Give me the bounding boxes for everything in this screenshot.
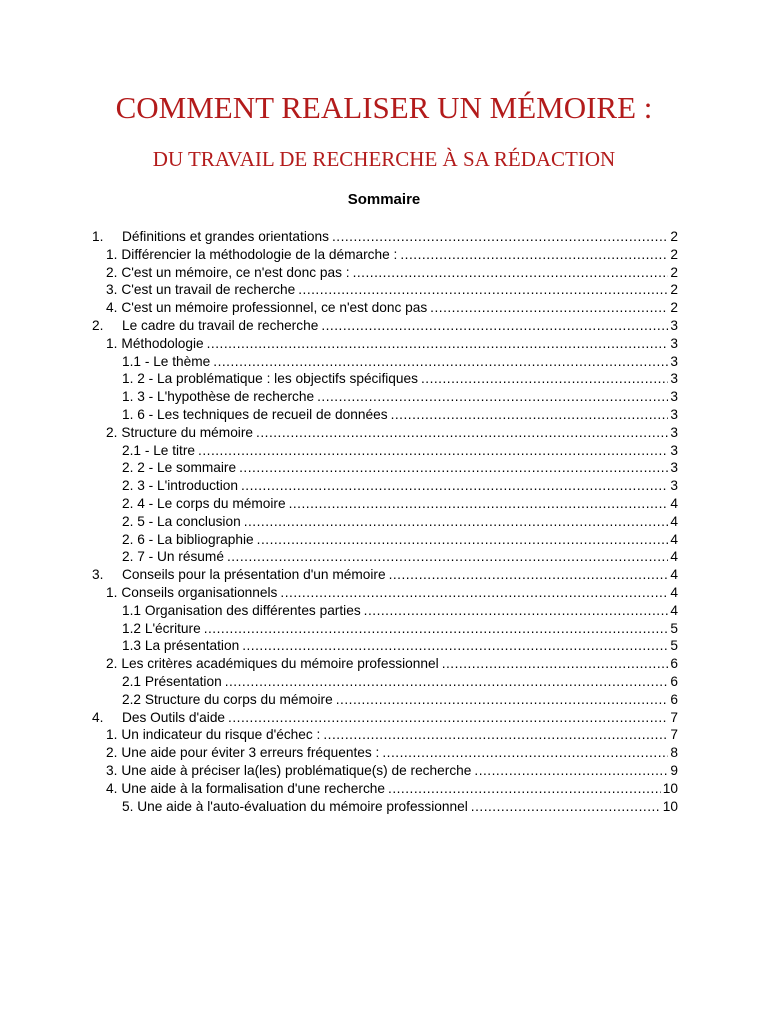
toc-entry-page-number: 2 xyxy=(670,229,678,244)
toc-entry-page-number: 4 xyxy=(670,495,678,511)
toc-entry-label: 2.2 Structure du corps du mémoire xyxy=(122,691,333,707)
toc-entry-number: 1. xyxy=(106,727,118,743)
toc-dot-leader xyxy=(239,459,668,477)
toc-entry-page-number: 3 xyxy=(670,442,678,458)
toc-dot-leader xyxy=(321,317,668,335)
toc-entry-number: 3. xyxy=(92,567,104,583)
toc-dot-leader xyxy=(227,548,668,566)
table-of-contents xyxy=(88,228,678,815)
document-title: COMMENT REALISER UN MÉMOIRE : xyxy=(115,90,653,125)
toc-entry-page-number: 2 xyxy=(670,264,678,280)
toc-entry-number: 2. xyxy=(92,317,104,333)
toc-dot-leader xyxy=(256,424,668,442)
toc-entry-number: 3. xyxy=(106,282,118,298)
toc-entry-label: 1.2 L'écriture xyxy=(122,620,201,636)
toc-entry[interactable] xyxy=(88,406,678,424)
toc-dot-leader xyxy=(474,762,668,780)
toc-entry[interactable] xyxy=(88,673,678,691)
toc-dot-leader xyxy=(242,637,668,655)
toc-dot-leader xyxy=(400,246,668,264)
toc-entry-label: C'est un travail de recherche xyxy=(121,282,296,298)
toc-heading: Sommaire xyxy=(347,191,421,208)
toc-entry-page-number: 10 xyxy=(662,780,678,796)
toc-entry-page-number: 4 xyxy=(670,567,678,583)
toc-entry-label: 1.1 Organisation des différentes parties xyxy=(122,602,361,618)
toc-entry-page-number: 2 xyxy=(670,246,678,262)
toc-dot-leader xyxy=(353,264,669,282)
toc-entry-page-number: 9 xyxy=(670,762,678,778)
toc-entry-label: 1. 6 - Les techniques de recueil de données xyxy=(122,406,388,422)
toc-entry-label: Des Outils d'aide xyxy=(122,709,226,725)
toc-dot-leader xyxy=(421,370,668,388)
toc-dot-leader xyxy=(389,566,669,584)
toc-entry-number: 2. xyxy=(106,264,118,280)
toc-entry[interactable] xyxy=(88,584,678,602)
toc-entry[interactable] xyxy=(88,513,678,531)
toc-entry-label: 5. Une aide à l'auto-évaluation du mémoire professionnel xyxy=(122,798,468,814)
toc-entry-number: 4. xyxy=(106,780,118,796)
toc-entry[interactable] xyxy=(88,566,678,584)
toc-entry-page-number: 6 xyxy=(670,691,678,707)
toc-dot-leader xyxy=(257,531,669,549)
toc-entry[interactable] xyxy=(88,495,678,513)
toc-entry-label: Une aide pour éviter 3 erreurs fréquentes : xyxy=(121,745,380,761)
toc-dot-leader xyxy=(382,744,668,762)
toc-entry-label: 1.1 - Le thème xyxy=(122,353,211,369)
toc-entry-label: 2.1 - Le titre xyxy=(122,442,196,458)
toc-entry[interactable] xyxy=(88,424,678,442)
toc-entry[interactable] xyxy=(88,442,678,460)
toc-entry[interactable] xyxy=(88,370,678,388)
toc-dot-leader xyxy=(213,353,668,371)
toc-entry[interactable] xyxy=(88,353,678,371)
toc-entry-page-number: 6 xyxy=(670,656,678,672)
toc-entry-label: Méthodologie xyxy=(121,335,204,351)
toc-entry-page-number: 3 xyxy=(670,406,678,422)
toc-entry[interactable] xyxy=(88,477,678,495)
toc-entry-label: Conseils pour la présentation d'un mémoire xyxy=(122,567,386,583)
toc-entry-page-number: 3 xyxy=(670,389,678,405)
toc-entry-label: Différencier la méthodologie de la démarche : xyxy=(121,246,398,262)
toc-entry-label: C'est un mémoire, ce n'est donc pas : xyxy=(121,264,350,280)
toc-entry-page-number: 4 xyxy=(670,531,678,547)
toc-entry-label: Une aide à la formalisation d'une recherche xyxy=(121,780,386,796)
toc-entry-page-number: 3 xyxy=(670,460,678,476)
toc-dot-leader xyxy=(280,584,668,602)
toc-entry-page-number: 3 xyxy=(670,317,678,333)
toc-entry-label: Le cadre du travail de recherche xyxy=(122,317,319,333)
toc-entry-number: 4. xyxy=(106,300,118,316)
toc-dot-leader xyxy=(430,299,668,317)
toc-entry-label: 2. 2 - Le sommaire xyxy=(122,460,237,476)
toc-entry-page-number: 7 xyxy=(670,727,678,743)
toc-dot-leader xyxy=(317,388,668,406)
toc-entry-page-number: 2 xyxy=(670,300,678,316)
toc-entry-page-number: 2 xyxy=(670,282,678,298)
toc-entry[interactable] xyxy=(88,620,678,638)
toc-entry[interactable] xyxy=(88,709,678,727)
toc-dot-leader xyxy=(241,477,668,495)
toc-entry[interactable] xyxy=(88,602,678,620)
toc-dot-leader xyxy=(228,709,668,727)
toc-entry-page-number: 3 xyxy=(670,424,678,440)
toc-entry-number: 2. xyxy=(106,656,118,672)
toc-entry-number: 1. xyxy=(106,335,118,351)
toc-entry-number: 1. xyxy=(106,246,118,262)
toc-entry-number: 2. xyxy=(106,745,118,761)
toc-entry[interactable] xyxy=(88,264,678,282)
toc-dot-leader xyxy=(207,335,669,353)
toc-entry[interactable] xyxy=(88,228,678,246)
toc-entry-label: 2. 5 - La conclusion xyxy=(122,513,241,529)
toc-entry-label: 1. 2 - La problématique : les objectifs spécifiques xyxy=(122,371,418,387)
toc-entry-page-number: 3 xyxy=(670,335,678,351)
toc-entry-label: 2.1 Présentation xyxy=(122,673,222,689)
toc-entry-page-number: 5 xyxy=(670,638,678,654)
toc-entry[interactable] xyxy=(88,655,678,673)
toc-dot-leader xyxy=(442,655,669,673)
toc-entry-label: 2. 4 - Le corps du mémoire xyxy=(122,495,286,511)
toc-entry-page-number: 3 xyxy=(670,478,678,494)
toc-entry-page-number: 7 xyxy=(670,709,678,725)
toc-entry-label: Structure du mémoire xyxy=(121,424,254,440)
toc-entry[interactable] xyxy=(88,726,678,744)
toc-entry-label: Définitions et grandes orientations xyxy=(122,229,329,244)
toc-dot-leader xyxy=(391,406,669,424)
toc-entry[interactable] xyxy=(88,246,678,264)
toc-entry-label: C'est un mémoire professionnel, ce n'est donc pas xyxy=(121,300,428,316)
toc-dot-leader xyxy=(364,602,669,620)
toc-entry[interactable] xyxy=(88,459,678,477)
toc-entry-number: 1. xyxy=(106,584,118,600)
toc-entry-number: 4. xyxy=(92,709,104,725)
toc-entry[interactable] xyxy=(88,780,678,798)
toc-entry-number: 1. xyxy=(92,229,104,244)
toc-dot-leader xyxy=(388,780,661,798)
toc-dot-leader xyxy=(198,442,668,460)
toc-entry-number: 3. xyxy=(106,762,118,778)
toc-entry-label: Les critères académiques du mémoire professionnel xyxy=(121,656,439,672)
toc-entry-label: 1. 3 - L'hypothèse de recherche xyxy=(122,389,315,405)
toc-dot-leader xyxy=(323,726,668,744)
toc-dot-leader xyxy=(244,513,669,531)
toc-entry[interactable] xyxy=(88,281,678,299)
toc-entry-page-number: 4 xyxy=(670,513,678,529)
toc-entry-label: Une aide à préciser la(les) problématique(s) de recherche xyxy=(121,762,472,778)
toc-entry[interactable] xyxy=(88,548,678,566)
document-subtitle: DU TRAVAIL DE RECHERCHE À SA RÉDACTION xyxy=(152,147,616,171)
toc-entry-page-number: 5 xyxy=(670,620,678,636)
toc-entry[interactable] xyxy=(88,637,678,655)
toc-entry-label: Un indicateur du risque d'échec : xyxy=(121,727,321,743)
toc-entry-page-number: 4 xyxy=(670,549,678,565)
toc-entry-page-number: 4 xyxy=(670,602,678,618)
toc-entry-label: 2. 3 - L'introduction xyxy=(122,478,238,494)
toc-entry-page-number: 8 xyxy=(670,745,678,761)
toc-entry[interactable] xyxy=(88,317,678,335)
toc-entry[interactable] xyxy=(88,388,678,406)
toc-entry[interactable] xyxy=(88,299,678,317)
toc-entry[interactable] xyxy=(88,335,678,353)
toc-entry-label: 2. 6 - La bibliographie xyxy=(122,531,254,547)
toc-entry[interactable] xyxy=(88,798,678,816)
toc-entry-page-number: 6 xyxy=(670,673,678,689)
toc-entry-page-number: 3 xyxy=(670,371,678,387)
toc-dot-leader xyxy=(289,495,669,513)
toc-dot-leader xyxy=(298,281,668,299)
toc-dot-leader xyxy=(225,673,669,691)
toc-entry-label: 1.3 La présentation xyxy=(122,638,240,654)
toc-dot-leader xyxy=(336,691,669,709)
toc-dot-leader xyxy=(471,798,661,816)
toc-dot-leader xyxy=(204,620,669,638)
toc-entry[interactable] xyxy=(88,691,678,709)
toc-entry[interactable] xyxy=(88,762,678,780)
toc-entry-label: 2. 7 - Un résumé xyxy=(122,549,224,565)
toc-entry-label: Conseils organisationnels xyxy=(121,584,278,600)
toc-entry[interactable] xyxy=(88,744,678,762)
toc-dot-leader xyxy=(332,228,668,246)
toc-entry[interactable] xyxy=(88,531,678,549)
toc-entry-number: 2. xyxy=(106,424,118,440)
toc-entry-page-number: 10 xyxy=(662,798,678,814)
toc-entry-page-number: 3 xyxy=(670,353,678,369)
toc-entry-page-number: 4 xyxy=(670,584,678,600)
